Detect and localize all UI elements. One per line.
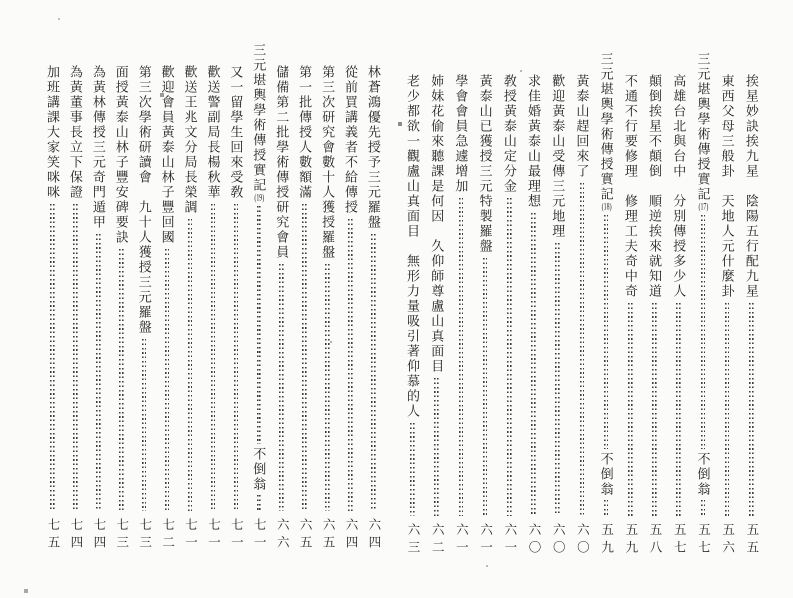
dotted-leader: [604, 500, 609, 516]
toc-entry: [428, 52, 445, 558]
toc-entry: [136, 43, 153, 553]
dotted-leader: [749, 303, 754, 516]
toc-page-number: 六五: [321, 518, 336, 553]
toc-page-number: 七一: [206, 518, 221, 553]
toc-entry: [296, 43, 313, 553]
toc-entry-title: 學會會員急遽增加: [453, 74, 469, 194]
dotted-leader: [555, 243, 560, 516]
dotted-leader: [604, 215, 609, 449]
toc-entry: [44, 43, 61, 553]
toc-page-number: 五七: [672, 523, 687, 558]
dotted-leader: [73, 204, 78, 511]
toc-entry-title: 歡送王兆文分局長榮調: [182, 65, 198, 215]
toc-entry: [452, 52, 469, 558]
toc-page-number: 七三: [137, 518, 152, 553]
toc-entry-title: 為黃董事長立下保證: [67, 65, 83, 200]
toc-entry-serial: (19): [254, 193, 265, 202]
dotted-leader: [257, 206, 262, 444]
toc-entry: [182, 43, 199, 553]
dotted-leader: [142, 339, 147, 511]
toc-page-number: 六二: [430, 523, 445, 558]
toc-entry-title: 高雄台北與台中 分別傳授多少人: [671, 74, 687, 299]
toc-page-number: 七四: [91, 518, 106, 553]
toc-entry-title: 儲備第二批學術傳授研究會員: [274, 65, 290, 260]
toc-entry-title: 三元堪輿學術傳授實記: [598, 52, 614, 202]
toc-entry-title: 黃泰山已獲授三元特製羅盤: [477, 74, 493, 254]
dotted-leader: [434, 378, 439, 516]
toc-entry-title: 東西父母三般卦 天地人元什麼卦: [719, 74, 735, 299]
toc-entry: [227, 43, 244, 553]
toc-page-number: 六四: [343, 518, 358, 553]
toc-page-number: 七二: [160, 518, 175, 553]
toc-page-number: 五七: [696, 523, 711, 558]
dotted-leader: [676, 303, 681, 516]
dotted-leader: [483, 258, 488, 516]
dotted-leader: [96, 234, 101, 511]
toc-page-number: 六三: [406, 523, 420, 558]
toc-page-number: 七一: [229, 518, 244, 553]
toc-page-number: 六〇: [527, 523, 542, 558]
toc-page-number: 六〇: [575, 523, 590, 558]
toc-entry: [113, 43, 130, 553]
dotted-leader: [302, 204, 307, 511]
dotted-leader: [257, 495, 262, 511]
dotted-leader: [701, 500, 706, 516]
toc-entry-title: 林蒼鴻優先授予三元羅盤: [365, 65, 381, 230]
toc-entry-title: 第三次研究會數十人獲授羅盤: [320, 65, 336, 260]
toc-entry: [159, 43, 176, 553]
toc-entry-title: 從前買講義者不給傳授: [342, 65, 358, 215]
toc-section-header: [250, 43, 267, 553]
dotted-leader: [119, 249, 124, 511]
toc-page-number: 六一: [454, 523, 469, 558]
toc-entry: [342, 43, 359, 553]
toc-page-number: 五九: [599, 523, 614, 558]
dotted-leader: [371, 234, 376, 511]
toc-entry-title: 老少都欲一觀盧山真面目 無形力量吸引著仰慕的人: [405, 74, 420, 419]
toc-entry-title: 不通不行要修理 修理工夫奇中奇: [622, 74, 638, 299]
toc-entry: [204, 43, 221, 553]
dotted-leader: [211, 204, 216, 511]
toc-entry: [501, 52, 518, 558]
toc-entry-title: 歡迎會員黃泰山林子豐回國: [159, 65, 175, 245]
toc-entry: [573, 52, 590, 558]
toc-entry-title: 黃泰山趕回來了: [574, 74, 590, 179]
dotted-leader: [165, 249, 170, 511]
toc-entry-title: 敎授黃泰山定分金: [501, 74, 517, 194]
dotted-leader: [652, 303, 657, 516]
dotted-leader: [628, 303, 633, 516]
toc-entry-serial: (17): [698, 202, 709, 211]
toc-entry-title: 歡迎黃泰山受傳三元地理: [550, 74, 566, 239]
dotted-leader: [234, 204, 239, 511]
toc-entry-title: 顛倒挨星不顛倒 順逆挨來就知道: [647, 74, 663, 299]
toc-entry: [90, 43, 107, 553]
dotted-leader: [459, 198, 464, 516]
toc-entry-title: 面授黃泰山林子豐安碑要訣: [113, 65, 129, 245]
toc-entry-title: 三元堪輿學術傳授實記: [251, 43, 267, 193]
toc-entry-title: 歡送警副局長楊秋華: [205, 65, 221, 200]
toc-page-left: [44, 43, 382, 553]
toc-entry-suffix: 不倒翁: [598, 452, 614, 497]
dotted-leader: [725, 303, 730, 516]
dotted-leader: [325, 264, 330, 511]
toc-entry-serial: (18): [601, 202, 612, 211]
toc-section-header: [694, 52, 711, 558]
toc-entry-suffix: 不倒翁: [251, 447, 267, 492]
toc-page-number: 五五: [744, 523, 759, 558]
toc-page-number: 七四: [68, 518, 83, 553]
toc-entry-title: 挨星妙訣挨九星 陰陽五行配九星: [743, 74, 759, 299]
toc-entry: [404, 52, 421, 558]
toc-page-number: 六六: [275, 518, 290, 553]
toc-entry-title: 第三次學術研讀會 九十人獲授三元羅盤: [136, 65, 152, 335]
toc-page-number: 六一: [478, 523, 493, 558]
dotted-leader: [507, 198, 512, 516]
dotted-leader: [188, 219, 193, 511]
dotted-leader: [348, 219, 353, 511]
toc-entry-title: 為黃林傳授三元奇門遁甲: [90, 65, 106, 230]
dotted-leader: [279, 264, 284, 511]
toc-page-number: 六一: [502, 523, 517, 558]
toc-entry-title: 又一留學生回來受敎: [228, 65, 244, 200]
toc-entry-title: 加班講課大家笑咪咪: [45, 65, 60, 200]
toc-page-number: 六五: [298, 518, 313, 553]
toc-page-number: 七一: [252, 518, 267, 553]
toc-entry: [365, 43, 382, 553]
toc-entry: [319, 43, 336, 553]
toc-page-right: [404, 52, 760, 558]
toc-page-number: 七三: [114, 518, 129, 553]
toc-entry: [477, 52, 494, 558]
toc-entry-title: 求佳婚黃泰山最理想: [526, 74, 542, 209]
toc-page-number: 六〇: [551, 523, 566, 558]
toc-page-number: 五六: [720, 523, 735, 558]
toc-entry-title: 三元堪輿學術傳授實記: [695, 52, 711, 202]
dotted-leader: [531, 213, 536, 516]
toc-entry: [743, 52, 760, 558]
dotted-leader: [410, 423, 415, 516]
scan-noise-speckles: [0, 0, 2, 2]
toc-entry-title: 姉妹花偷來聽課是何因 久仰師尊盧山真面目: [429, 74, 445, 374]
toc-entry: [670, 52, 687, 558]
toc-entry: [646, 52, 663, 558]
toc-entry: [719, 52, 736, 558]
dotted-leader: [701, 215, 706, 449]
toc-entry-suffix: 不倒翁: [695, 452, 711, 497]
dotted-leader: [580, 183, 585, 516]
toc-page-number: 五八: [648, 523, 663, 558]
toc-section-header: [598, 52, 615, 558]
dotted-leader: [50, 204, 55, 511]
toc-entry: [622, 52, 639, 558]
toc-entry: [273, 43, 290, 553]
toc-page-number: 七五: [46, 518, 60, 553]
toc-entry: [67, 43, 84, 553]
toc-page-number: 七一: [183, 518, 198, 553]
toc-entry-title: 第一批傳授人數額滿: [297, 65, 313, 200]
toc-entry: [549, 52, 566, 558]
toc-entry: [525, 52, 542, 558]
toc-page-number: 五九: [623, 523, 638, 558]
toc-page-number: 六四: [366, 518, 381, 553]
